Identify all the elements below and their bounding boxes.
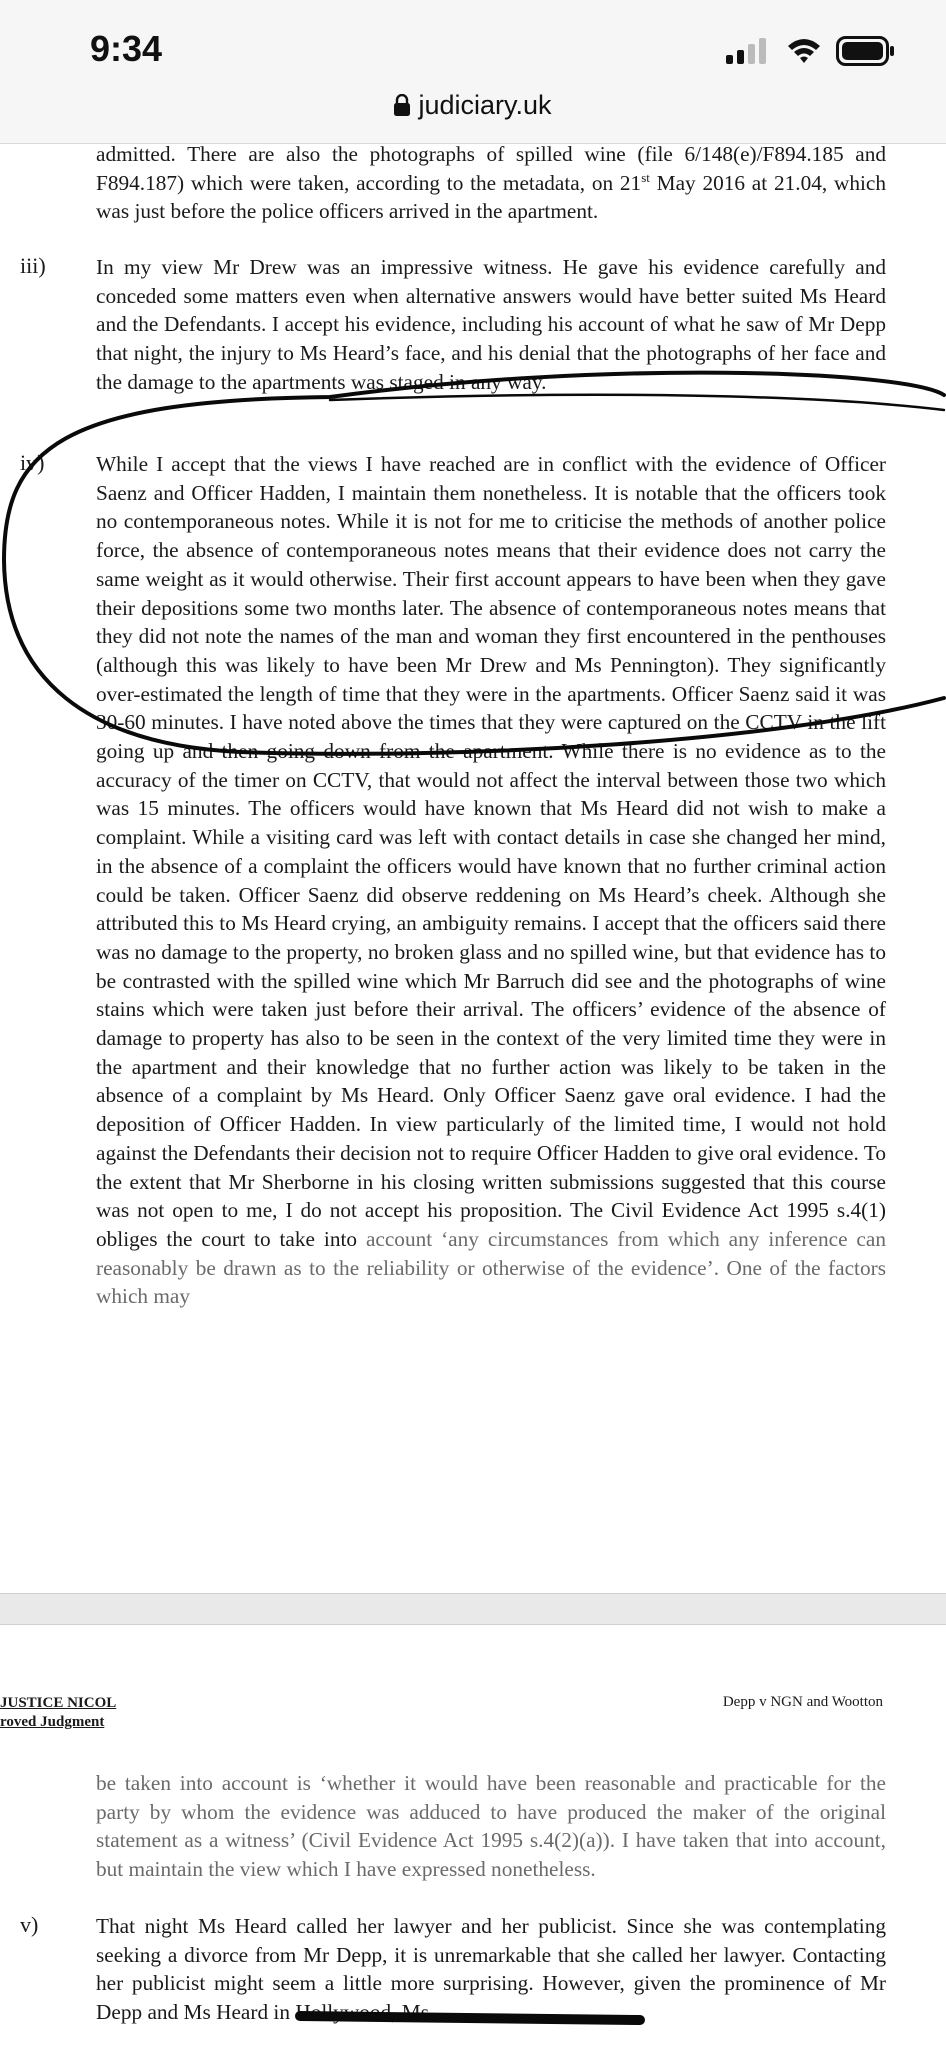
address-bar[interactable] [0,90,946,121]
document-page-1[interactable] [0,143,946,1593]
judgment-header-left: JUSTICE NICOL roved Judgment [0,1695,117,1730]
paragraph-iii: In my view Mr Drew was an impressive witness. He gave his evidence carefully and conceded some matters even when alternative answers would have better suited Ms Heard and the Defendants. I accept his evidence, including his account of what he saw of Mr Depp that night, the injury to Ms Heard’s face, and his denial that the photographs of her face and the damage to the apartments was staged in any way. [96,255,886,394]
battery-icon [836,36,896,66]
paragraph-number-v: v) [20,1912,39,1937]
status-time: 9:34 [90,28,163,69]
paragraph-iv-continued: be taken into account is ‘whether it would have been reasonable and practicable for the party by whom the evidence was adduced to have produced the maker of the original statement as a witness’ (Civil Evidence Act 1995 s.4(2)(a)). I have taken that into account, but maintain the view which I have expressed nonetheless. [96,1771,886,1882]
judgment-header-right: Depp v NGN and Wootton [722,1694,883,1710]
cellular-signal-icon [726,38,770,64]
document-page-2[interactable] [0,1624,946,2048]
wifi-icon [786,36,822,66]
page-separator [0,1593,946,1625]
lock-icon [394,94,410,116]
browser-chrome [0,0,946,144]
paragraph-v: That night Ms Heard called her lawyer and her publicist. Since she was contemplating seeking a divorce from Mr Depp, it is unremarkable that she called her lawyer. Contacting her publicist might seem a little more surprising. However, given the prominence of Mr Depp and Ms Heard in Hollywood, Ms [96,1914,886,2025]
paragraph-number-iv: iv) [20,450,45,475]
paragraph-number-iii: iii) [20,253,46,278]
paragraph-iv: While I accept that the views I have reached are in conflict with the evidence of Officer Saenz and Officer Hadden, I maintain them nonetheless. It is notable that the officers took no contemporaneous notes. While it is not for me to criticise the methods of another police force, the absence of contemporaneous notes means that their evidence does not carry the same weight as it would otherwise. Their first account appears to have been when they gave their depositions some two months later. The absence of contemporaneous notes means that they did not note the names of the man and woman they first encountered in the penthouses (although this was likely to have been Mr Drew and Ms Pennington). They significantly over-estimated the length of time that they were in the apartments. Officer Saenz said it was 30-60 minutes. I have noted above the times that they were captured on the CCTV in the lift going up and then going down from the apartment. While there is no evidence as to the accuracy of the timer on CCTV, that would not affect the interval between those two which was 15 minutes. The officers would have known that Ms Heard did not wish to make a complaint. While a visiting card was left with contact details in case she changed her mind, in the absence of a complaint the officers would have known that no further criminal action could be taken. Officer Saenz did observe reddening on Ms Heard’s cheek. Although she attributed this to Ms Heard crying, an ambiguity remains. I accept that the officers said there was no damage to the property, no broken glass and no spilled wine, but that evidence has to be contrasted with the spilled wine which Mr Barruch did see and the photographs of wine stains which were taken just before their arrival. The officers’ evidence of the absence of damage to property has also to be seen in the context of the very limited time they were in the apartment and their knowledge that no further action was likely to be taken in the absence of a complaint by Ms Heard. Only Officer Saenz gave oral evidence. I had the deposition of Officer Hadden. In view particularly of the limited time, I would not hold against the Defendants their decision not to require Officer Hadden to give oral evidence. To the extent that Mr Sherborne in his closing written submissions suggested that this course was not open to me, I do not accept his proposition. The Civil Evidence Act 1995 s.4(1) obliges the court to take into account ‘any circumstances from which any inference can reasonably be drawn as to the reliability or otherwise of the evidence’. One of the factors which may [96,452,886,1309]
url-text: judiciary.uk [418,90,552,120]
paragraph-top-continuation: admitted. There are also the photographs of spilled wine (file 6/148(e)/F894.185 and F894.187) which were taken, according to the metadata, on 21st May 2016 at 21.04, which was just before the police officers arrived in the apartment. [96,143,886,224]
paragraph-iv-faded-end: account ‘any circumstances from which any inference can reasonably be drawn as to the reliability or otherwise of the evidence’. One of the factors which may [96,1226,886,1309]
